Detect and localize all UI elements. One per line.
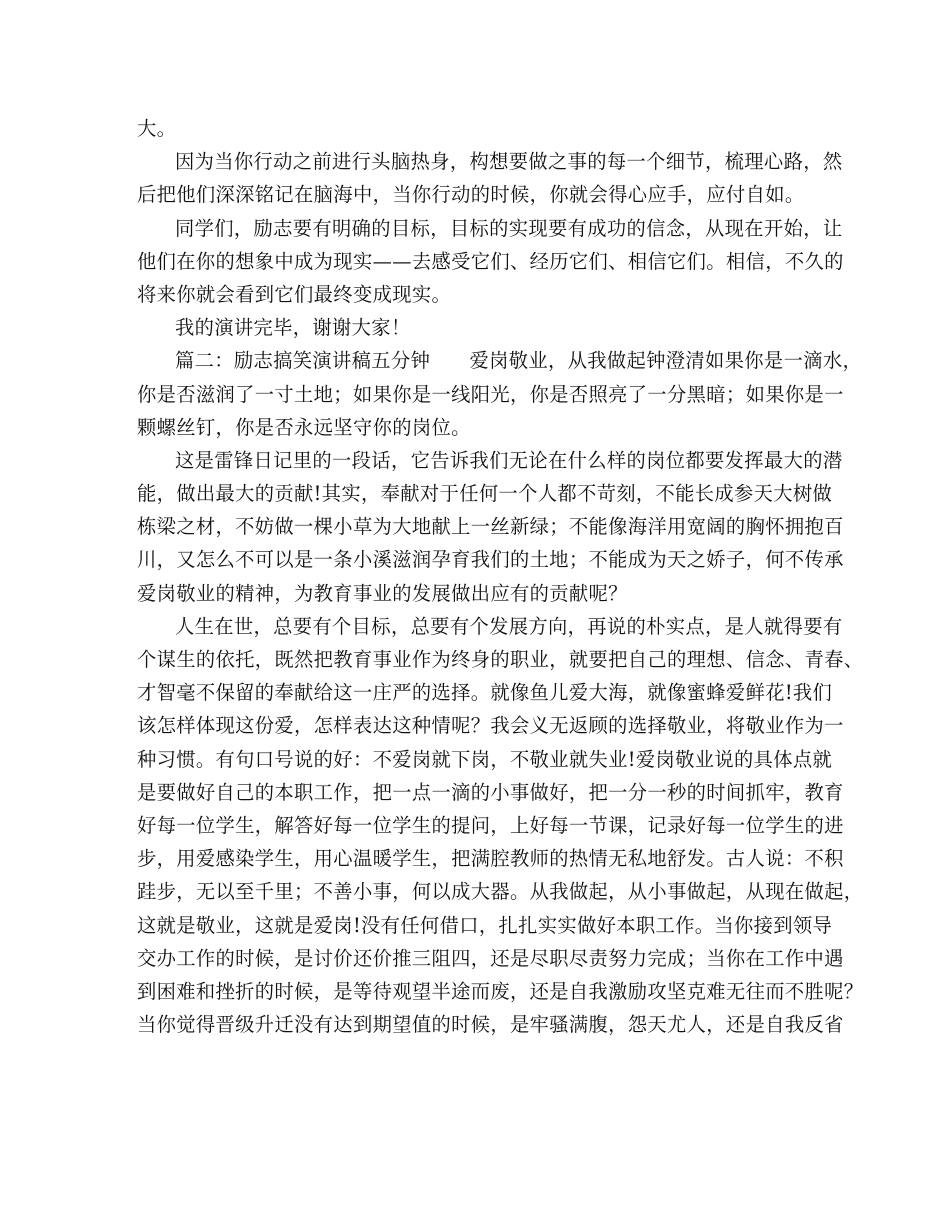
text-line: 篇二：励志搞笑演讲稿五分钟 爱岗敬业，从我做起钟澄清如果你是一滴水，: [175, 349, 863, 373]
text-line: 才智毫不保留的奉献给这一庄严的选择。就像鱼儿爱大海，就像蜜蜂爱鲜花!我们: [137, 681, 833, 705]
text-line: 这就是敬业，这就是爱岗!没有任何借口，扎扎实实做好本职工作。当你接到领导: [137, 913, 833, 937]
text-line: 后把他们深深铭记在脑海中，当你行动的时候，你就会得心应手，应付自如。: [137, 183, 805, 207]
text-line: 能，做出最大的贡献!其实，奉献对于任何一个人都不苛刻，不能长成参天大树做: [137, 482, 833, 506]
text-line: 种习惯。有句口号说的好：不爱岗就下岗，不敬业就失业!爱岗敬业说的具体点就: [137, 747, 833, 771]
text-line: 将来你就会看到它们最终变成现实。: [137, 282, 452, 306]
text-line: 是要做好自己的本职工作，把一点一滴的小事做好，把一分一秒的时间抓牢，教育: [137, 780, 844, 804]
text-line: 人生在世，总要有个目标，总要有个发展方向，再说的朴实点，是人就得要有: [175, 614, 843, 638]
text-line: 他们在你的想象中成为现实——去感受它们、经历它们、相信它们。相信，不久的: [137, 249, 844, 273]
text-line: 大。: [137, 117, 177, 140]
text-line: 这是雷锋日记里的一段话，它告诉我们无论在什么样的岗位都要发挥最大的潜: [175, 448, 843, 472]
text-line: 爱岗敬业的精神，为教育事业的发展做出应有的贡献呢？: [137, 581, 628, 605]
text-line: 川，又怎么不可以是一条小溪滋润孕育我们的土地；不能成为天之娇子，何不传承: [137, 548, 844, 572]
text-line: 步，用爱感染学生，用心温暖学生，把满腔教师的热情无私地舒发。古人说：不积: [137, 847, 844, 871]
document-body: [137, 112, 864, 1041]
text-line: 交办工作的时候，是讨价还价推三阻四，还是尽职尽责努力完成；当你在工作中遇: [137, 946, 844, 970]
text-line: 个谋生的依托，既然把教育事业作为终身的职业，就要把自己的理想、信念、青春、: [137, 648, 864, 671]
text-line: 颗螺丝钉，你是否永远坚守你的岗位。: [137, 415, 471, 439]
text-line: 好每一位学生，解答好每一位学生的提问，上好每一节课，记录好每一位学生的进: [137, 813, 844, 837]
text-line: 当你觉得晋级升迁没有达到期望值的时候，是牢骚满腹，怨天尤人，还是自我反省: [137, 1013, 844, 1037]
text-line: 到困难和挫折的时候，是等待观望半途而废，还是自我激励攻坚克难无往而不胜呢？: [137, 979, 864, 1003]
text-line: 跬步，无以至千里；不善小事，何以成大器。从我做起，从小事做起，从现在做起，: [137, 880, 864, 904]
text-line: 因为当你行动之前进行头脑热身，构想要做之事的每一个细节，梳理心路，然: [175, 150, 843, 174]
text-line: 我的演讲完毕，谢谢大家！: [175, 316, 411, 340]
text-line: 栋梁之材，不妨做一棵小草为大地献上一丝新绿；不能像海洋用宽阔的胸怀拥抱百: [137, 515, 844, 539]
text-line: 你是否滋润了一寸土地；如果你是一线阳光，你是否照亮了一分黑暗；如果你是一: [137, 382, 844, 406]
text-line: 同学们，励志要有明确的目标，目标的实现要有成功的信念，从现在开始，让: [175, 216, 843, 240]
text-line: 该怎样体现这份爱，怎样表达这种情呢？我会义无返顾的选择敬业，将敬业作为一: [137, 714, 844, 738]
